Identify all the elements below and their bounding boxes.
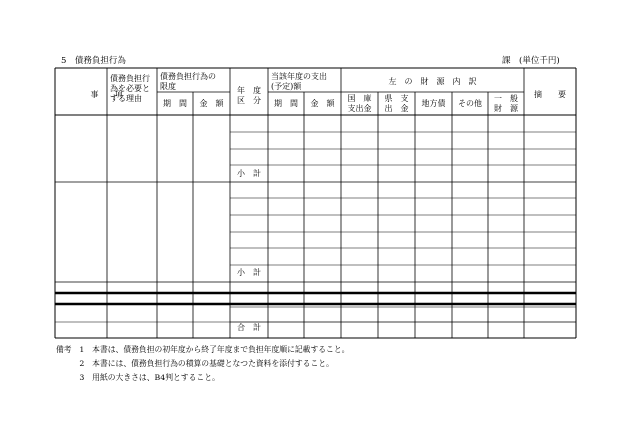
header-shishutsu-kingaku: 金 額 bbox=[310, 99, 335, 108]
header-ken: 県 支 出 金 bbox=[384, 94, 409, 113]
header-nendo: 年 度 区 分 bbox=[237, 86, 261, 105]
row-gokei: 合 計 bbox=[237, 323, 261, 332]
notes bbox=[56, 343, 349, 385]
header-jiko: 事 項 bbox=[90, 90, 123, 99]
header-ippan: 一 般 財 源 bbox=[494, 94, 518, 113]
header-gendo-kingaku: 金 額 bbox=[199, 99, 224, 108]
header-shishutsu: 当該年度の支出 (予定)額 bbox=[271, 72, 327, 91]
header-gendo-kikan: 期 間 bbox=[163, 99, 187, 108]
page-title: 5 債務負担行為 bbox=[61, 56, 126, 66]
note-1: 備考 1 本書は、債務負担の初年度から終了年度まで負担年度順に記載すること。 bbox=[56, 345, 350, 354]
header-chihosai: 地方債 bbox=[421, 99, 446, 108]
header-kuni: 国 庫 支出金 bbox=[347, 94, 372, 113]
note-2: 2 本書には、債務負担行為の積算の基礎となつた資料を添付すること。 bbox=[56, 359, 334, 368]
unit-label: 課 (単位千円) bbox=[502, 56, 560, 66]
header-shishutsu-kikan: 期 間 bbox=[274, 99, 298, 108]
header-gendo: 債務負担行為の 限度 bbox=[160, 72, 216, 91]
row-shokei-2: 小 計 bbox=[237, 268, 261, 277]
note-3: 3 用紙の大きさは、B4判とすること。 bbox=[56, 373, 220, 382]
header-riyu: 債務負担行 為を必要と する理由 bbox=[110, 74, 150, 103]
row-shokei-1: 小 計 bbox=[237, 169, 261, 178]
header-tekiyo: 摘 要 bbox=[534, 90, 566, 99]
header-sonota: その他 bbox=[458, 99, 482, 108]
header-zaigen: 左 の 財 源 内 訳 bbox=[388, 77, 477, 86]
